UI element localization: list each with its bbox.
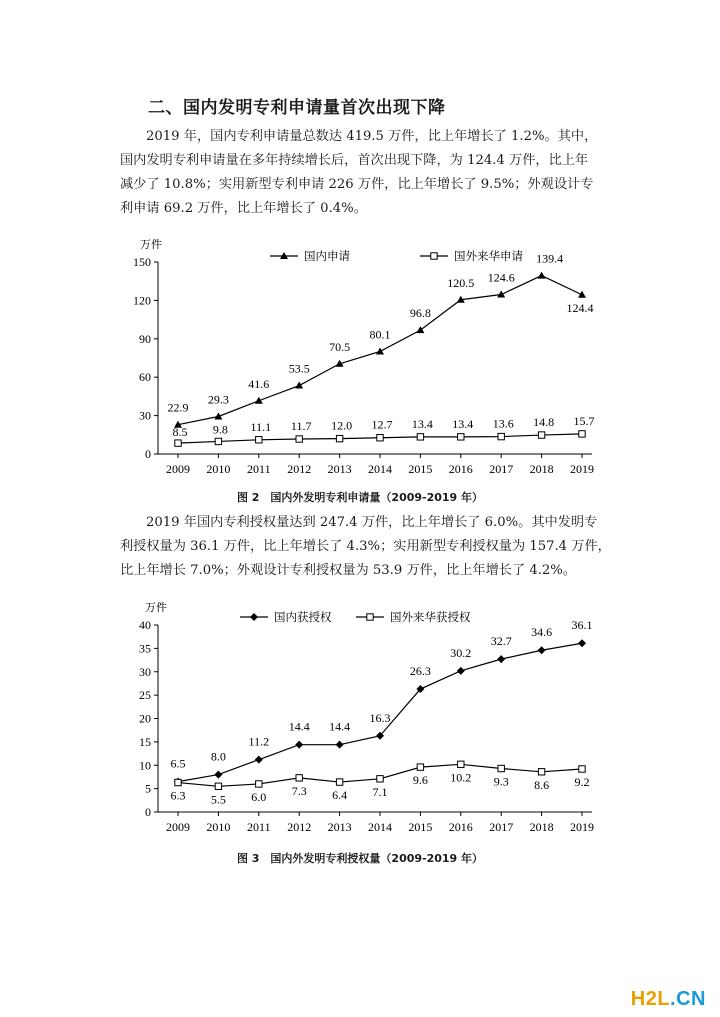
data-label: 9.3 bbox=[493, 774, 509, 789]
x-tick-label: 2013 bbox=[327, 462, 352, 476]
data-label: 14.8 bbox=[533, 415, 555, 430]
data-label: 96.8 bbox=[409, 306, 431, 321]
paragraph-line: 减少了 10.8%；实用新型专利申请 226 万件，比上年增长了 9.5%；外观设计专 bbox=[120, 177, 594, 192]
data-label: 15.7 bbox=[573, 413, 595, 428]
data-point bbox=[336, 435, 342, 441]
paragraph-line: 利授权量为 36.1 万件，比上年增长了 4.3%；实用新型专利授权量为 157.4 万件， bbox=[120, 539, 611, 554]
data-label: 7.1 bbox=[372, 784, 388, 799]
y-tick-label: 10 bbox=[139, 758, 151, 773]
data-point bbox=[215, 438, 221, 444]
data-label: 29.3 bbox=[207, 392, 229, 407]
paragraph-applications bbox=[120, 125, 610, 221]
data-label: 12.0 bbox=[331, 418, 353, 433]
data-point bbox=[458, 761, 464, 767]
data-label: 34.6 bbox=[531, 625, 553, 640]
data-label: 32.7 bbox=[490, 634, 512, 649]
x-tick-label: 2011 bbox=[247, 820, 271, 834]
data-label: 7.3 bbox=[291, 783, 307, 798]
y-tick-label: 25 bbox=[139, 688, 151, 703]
data-label: 10.2 bbox=[450, 770, 472, 785]
data-label: 14.4 bbox=[288, 719, 310, 734]
data-point bbox=[256, 437, 262, 443]
data-label: 22.9 bbox=[167, 400, 189, 415]
data-label: 41.6 bbox=[248, 376, 270, 391]
data-point bbox=[457, 667, 465, 675]
data-point bbox=[578, 639, 586, 647]
x-tick-label: 2014 bbox=[368, 820, 392, 834]
data-label: 53.5 bbox=[288, 361, 310, 376]
data-label: 9.2 bbox=[574, 774, 590, 789]
x-tick-label: 2015 bbox=[408, 820, 433, 834]
data-point bbox=[579, 431, 585, 437]
x-tick-label: 2016 bbox=[448, 462, 473, 476]
legend-marker-1 bbox=[250, 613, 258, 621]
data-label: 8.6 bbox=[534, 777, 550, 792]
data-label: 26.3 bbox=[409, 664, 431, 679]
paragraph-line: 2019 年，国内专利申请量总数达 419.5 万件，比上年增长了 1.2%。其中， bbox=[146, 129, 598, 144]
data-point bbox=[416, 326, 424, 333]
data-point bbox=[376, 347, 384, 354]
watermark-part: .CN bbox=[670, 988, 706, 1010]
data-label: 14.4 bbox=[329, 719, 351, 734]
figure-3-caption: 图 3 国内外发明专利授权量（2009-2019 年） bbox=[236, 852, 484, 865]
paragraph-line: 利申请 69.2 万件，比上年增长了 0.4%。 bbox=[120, 201, 367, 216]
data-point bbox=[296, 775, 302, 781]
legend-label-1: 国内申请 bbox=[304, 251, 350, 263]
y-tick-label: 0 bbox=[145, 447, 151, 461]
x-tick-label: 2016 bbox=[448, 820, 473, 834]
data-point bbox=[497, 291, 505, 298]
data-label: 13.4 bbox=[452, 416, 474, 431]
y-tick-label: 30 bbox=[139, 664, 151, 679]
paragraph-grants bbox=[120, 511, 610, 583]
data-label: 13.6 bbox=[492, 416, 514, 431]
data-point bbox=[377, 435, 383, 441]
data-point bbox=[175, 440, 181, 446]
data-point bbox=[498, 765, 504, 771]
data-point bbox=[538, 272, 546, 279]
x-tick-label: 2018 bbox=[529, 462, 554, 476]
data-label: 6.4 bbox=[332, 788, 348, 803]
x-tick-label: 2010 bbox=[206, 462, 231, 476]
y-tick-label: 20 bbox=[139, 711, 151, 726]
data-point bbox=[417, 434, 423, 440]
data-label: 6.3 bbox=[170, 788, 186, 803]
data-label: 13.4 bbox=[411, 416, 433, 431]
data-label: 120.5 bbox=[447, 275, 475, 290]
data-label: 36.1 bbox=[571, 618, 593, 633]
data-point bbox=[255, 756, 263, 764]
data-label: 11.7 bbox=[290, 419, 312, 434]
x-tick-label: 2017 bbox=[489, 462, 514, 476]
data-point bbox=[417, 764, 423, 770]
data-point bbox=[498, 433, 504, 439]
data-label: 9.6 bbox=[412, 773, 428, 788]
y-axis-unit-label: 万件 bbox=[140, 239, 162, 251]
data-label: 70.5 bbox=[329, 339, 351, 354]
applications-line-chart bbox=[120, 238, 610, 484]
data-label: 11.1 bbox=[250, 419, 272, 434]
watermark-part: H2L bbox=[630, 988, 671, 1010]
y-tick-label: 150 bbox=[133, 255, 151, 269]
data-point bbox=[497, 655, 505, 663]
data-label: 8.5 bbox=[172, 425, 188, 440]
x-tick-label: 2019 bbox=[570, 462, 594, 476]
y-axis-unit-label: 万件 bbox=[145, 602, 167, 614]
x-tick-label: 2014 bbox=[368, 462, 392, 476]
data-point bbox=[377, 776, 383, 782]
figure-2-caption: 图 2 国内外发明专利申请量（2009-2019 年） bbox=[236, 491, 484, 504]
data-point bbox=[579, 766, 585, 772]
data-point bbox=[214, 771, 222, 779]
data-label: 12.7 bbox=[371, 417, 393, 432]
y-tick-label: 120 bbox=[133, 293, 151, 308]
y-tick-label: 5 bbox=[145, 781, 151, 796]
paragraph-line: 比上年增长 7.0%；外观设计专利授权量为 53.9 万件，比上年增长了 4.2%。 bbox=[120, 563, 577, 578]
legend-label-1: 国内获授权 bbox=[274, 612, 332, 624]
x-tick-label: 2019 bbox=[570, 820, 594, 834]
y-tick-label: 60 bbox=[139, 370, 151, 385]
data-label: 80.1 bbox=[369, 327, 391, 342]
x-tick-label: 2012 bbox=[287, 820, 312, 834]
data-label: 124.4 bbox=[566, 300, 594, 315]
x-tick-label: 2012 bbox=[287, 462, 312, 476]
y-tick-label: 30 bbox=[139, 408, 151, 423]
site-watermark bbox=[631, 988, 706, 1011]
y-tick-label: 35 bbox=[139, 641, 151, 656]
x-tick-label: 2011 bbox=[247, 462, 271, 476]
data-point bbox=[538, 432, 544, 438]
data-label: 11.2 bbox=[248, 734, 270, 749]
y-tick-label: 0 bbox=[145, 805, 151, 819]
data-point bbox=[578, 291, 586, 298]
x-tick-label: 2009 bbox=[166, 820, 190, 834]
y-tick-label: 40 bbox=[139, 618, 151, 632]
data-label: 6.0 bbox=[251, 789, 267, 804]
x-tick-label: 2015 bbox=[408, 462, 433, 476]
y-tick-label: 90 bbox=[139, 331, 151, 346]
section-heading: 二、国内发明专利申请量首次出现下降 bbox=[148, 98, 446, 118]
x-tick-label: 2013 bbox=[327, 820, 352, 834]
legend-marker-2 bbox=[367, 614, 373, 620]
data-label: 6.5 bbox=[170, 756, 186, 771]
legend-marker-2 bbox=[431, 253, 437, 259]
data-point bbox=[295, 382, 303, 389]
x-tick-label: 2009 bbox=[166, 462, 190, 476]
legend-label-2: 国外来华申请 bbox=[454, 251, 523, 263]
data-label: 8.0 bbox=[210, 749, 226, 764]
x-tick-label: 2010 bbox=[206, 820, 231, 834]
x-tick-label: 2017 bbox=[489, 820, 514, 834]
paragraph-line: 国内发明专利申请量在多年持续增长后，首次出现下降，为 124.4 万件，比上年 bbox=[120, 153, 589, 168]
data-label: 9.8 bbox=[212, 422, 228, 437]
data-label: 124.6 bbox=[487, 270, 515, 285]
data-point bbox=[538, 646, 546, 654]
data-point bbox=[336, 741, 344, 749]
data-point bbox=[256, 781, 262, 787]
data-point bbox=[295, 741, 303, 749]
data-label: 139.4 bbox=[536, 251, 564, 266]
data-point bbox=[458, 434, 464, 440]
data-point bbox=[175, 779, 181, 785]
paragraph-line: 2019 年国内专利授权量达到 247.4 万件，比上年增长了 6.0%。其中发明专 bbox=[146, 515, 598, 530]
data-point bbox=[336, 779, 342, 785]
data-point bbox=[296, 436, 302, 442]
x-tick-label: 2018 bbox=[529, 820, 554, 834]
data-label: 16.3 bbox=[369, 710, 391, 725]
legend-label-2: 国外来华获授权 bbox=[390, 612, 471, 624]
data-label: 5.5 bbox=[210, 792, 226, 807]
data-label: 30.2 bbox=[450, 645, 472, 660]
y-tick-label: 15 bbox=[139, 734, 151, 749]
grants-line-chart bbox=[120, 600, 610, 842]
data-point bbox=[215, 783, 221, 789]
data-point bbox=[538, 769, 544, 775]
